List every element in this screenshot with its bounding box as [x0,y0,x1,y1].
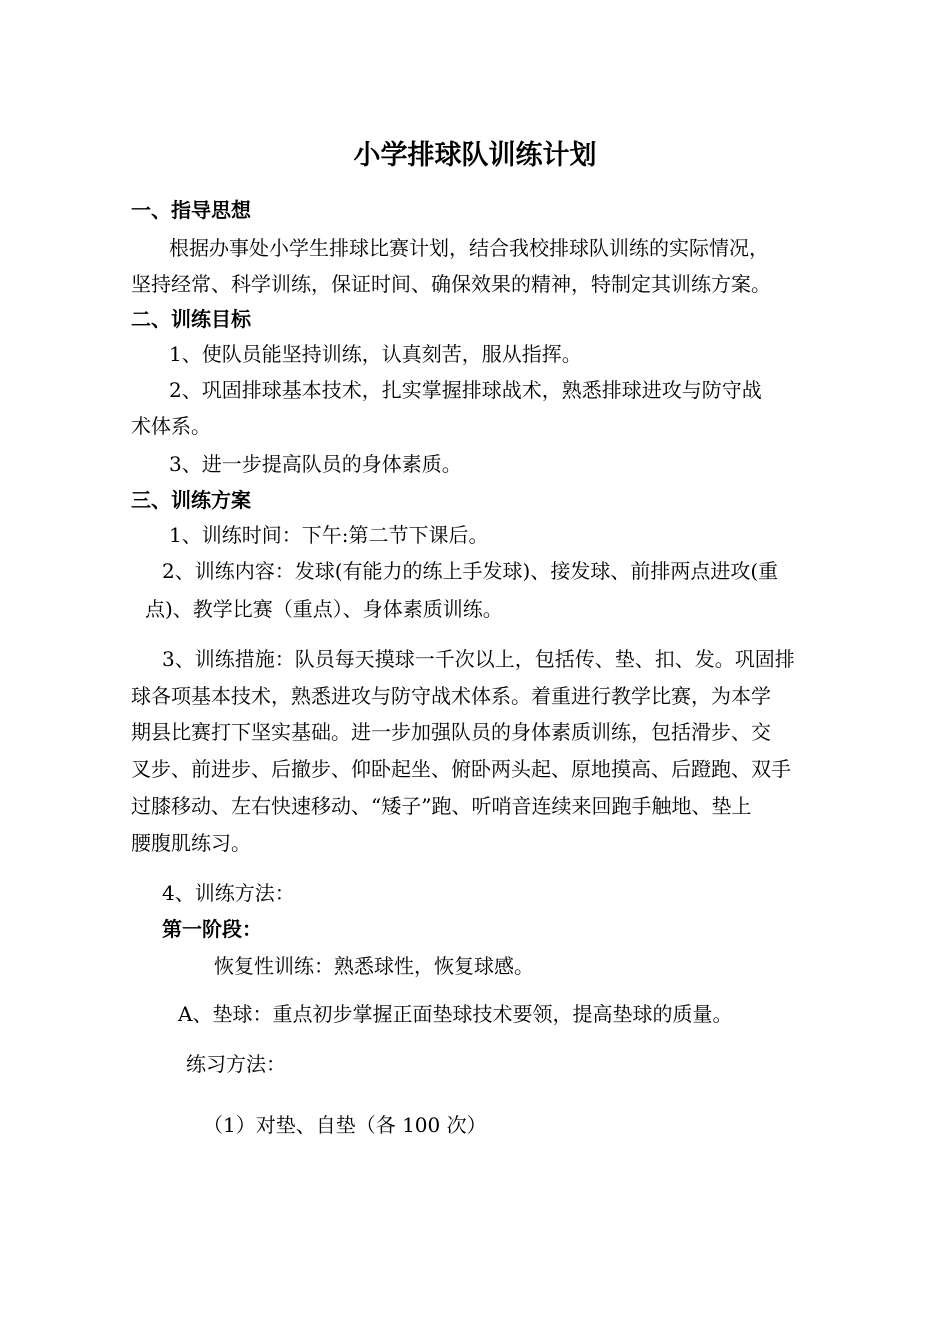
section-heading-guiding-idea: 一、指导思想 [131,198,251,222]
plan-item-3: 3、训练措施：队员每天摸球一千次以上，包括传、垫、扣、发。巩固排 [162,647,795,671]
practice-method-1: （1）对垫、自垫（各 100 次） [203,1113,487,1137]
section-heading-training-goals: 二、训练目标 [131,307,251,331]
phase-1-part-a: A、垫球：重点初步掌握正面垫球技术要领，提高垫球的质量。 [178,1002,733,1026]
section-heading-training-plan: 三、训练方案 [131,488,251,512]
goal-item-2-cont: 术体系。 [131,414,211,438]
plan-item-3-cont: 腰腹肌练习。 [131,831,251,855]
paragraph-line: 根据办事处小学生排球比赛计划，结合我校排球队训练的实际情况， [169,236,769,260]
phase-1-heading: 第一阶段： [162,917,262,941]
plan-item-3-cont: 叉步、前进步、后撤步、仰卧起坐、俯卧两头起、原地摸高、后蹬跑、双手 [131,757,791,781]
plan-item-2: 2、训练内容：发球(有能力的练上手发球)、接发球、前排两点进攻(重 [162,559,779,583]
practice-method-label: 练习方法： [186,1052,286,1076]
goal-item-1: 1、使队员能坚持训练，认真刻苦，服从指挥。 [169,342,582,366]
goal-item-3: 3、进一步提高队员的身体素质。 [169,452,462,476]
paragraph-line: 坚持经常、科学训练，保证时间、确保效果的精神，特制定其训练方案。 [131,272,771,296]
phase-1-intro: 恢复性训练：熟悉球性，恢复球感。 [214,954,534,978]
plan-item-3-cont: 期县比赛打下坚实基础。进一步加强队员的身体素质训练，包括滑步、交 [131,720,771,744]
goal-item-2: 2、巩固排球基本技术，扎实掌握排球战术，熟悉排球进攻与防守战 [169,378,762,402]
plan-item-1: 1、训练时间：下午:第二节下课后。 [169,523,489,547]
document-title: 小学排球队训练计划 [353,140,597,171]
plan-item-4: 4、训练方法： [162,881,295,905]
plan-item-3-cont: 过膝移动、左右快速移动、“矮子”跑、听哨音连续来回跑手触地、垫上 [131,794,752,818]
plan-item-3-cont: 球各项基本技术，熟悉进攻与防守战术体系。着重进行教学比赛，为本学 [131,684,771,708]
plan-item-2-cont: 点)、教学比赛（重点）、身体素质训练。 [145,597,503,621]
